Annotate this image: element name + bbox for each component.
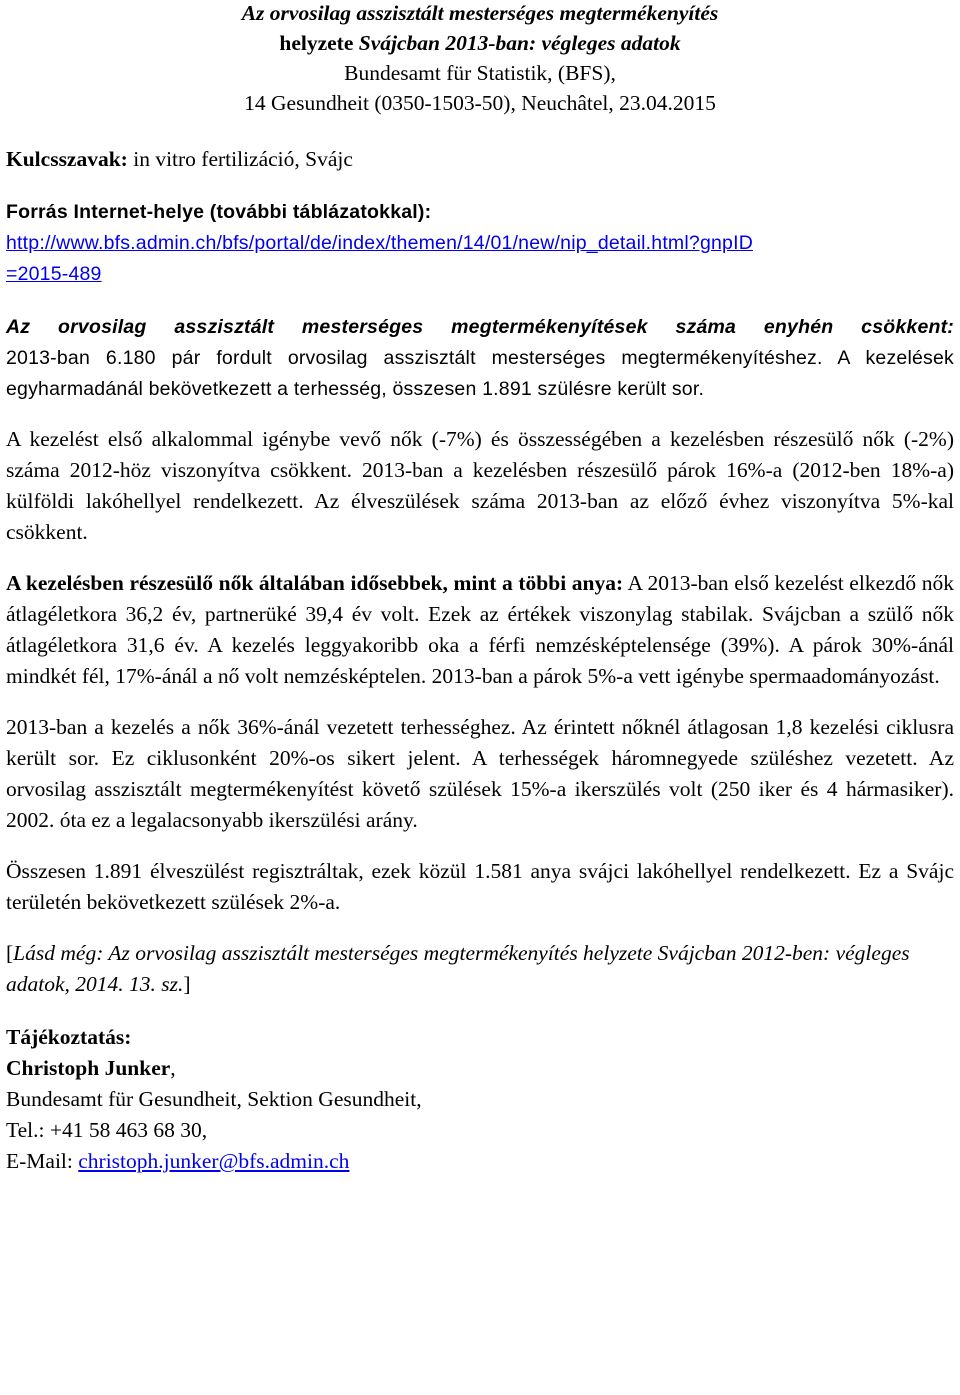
header-reference-line: 14 Gesundheit (0350-1503-50), Neuchâtel, 23.04.2015 — [244, 91, 716, 115]
header-source-line: Bundesamt für Statistik, (BFS), — [344, 61, 616, 85]
contact-email-line — [6, 1146, 954, 1177]
paragraph-age-text: A 2013-ban első kezelést elkezdő nők átlagéletkora 36,2 év, partnerüké 39,4 év volt. Ezek az értékek viszonylag stabilak. Svájcban a szülő nők átlagéletkora 31,6 év. A kezelés leggyakoribb oka a férfi nemzésképtelensége (39%). A párok 30%-ánál mindkét fél, 17%-ánál a nő volt nemzésképtelen. 2013-ban a párok 5%-a vett igénybe spermaadományozást. — [6, 571, 954, 688]
paragraph-decrease: A kezelést első alkalommal igénybe vevő nők (-7%) és összességében a kezelésben részesülő nők (-2%) száma 2012-höz viszonyítva csökkent. 2013-ban a kezelésben részesülő párok 16%-a (2012-ben 18%-a) külföldi lakóhellyel rendelkezett. Az élveszülések száma 2013-ban az előző évhez viszonyítva 5%-kal csökkent. — [6, 427, 954, 544]
contact-section — [6, 1022, 954, 1177]
header-title-line2-a: helyzete — [279, 31, 359, 55]
see-also-open: [ — [6, 941, 14, 965]
header-title-line2 — [6, 28, 954, 58]
contact-name-line — [6, 1053, 954, 1084]
contact-label: Tájékoztatás: — [6, 1025, 132, 1049]
paragraph-births: Összesen 1.891 élveszülést regisztráltak, ezek közül 1.581 anya svájci lakóhellyel rendelkezett. Ez a Svájc területén bekövetkezett szülések 2%-a. — [6, 859, 954, 914]
intro-text: 2013-ban 6.180 pár fordult orvosilag asszisztált mesterséges megtermékenyítéshez. A kezelések egyharmadánál bekövetkezett a terhesség, összesen 1.891 szülésre került sor. — [6, 347, 954, 400]
source-url-link-line1[interactable]: http://www.bfs.admin.ch/bfs/portal/de/index/themen/14/01/new/nip_detail.html?gnpID — [6, 232, 753, 254]
contact-email-label: E-Mail: — [6, 1149, 79, 1173]
see-also-close: ] — [183, 972, 191, 996]
keywords-value: in vitro fertilizáció, Svájc — [127, 147, 353, 171]
keywords-line — [6, 144, 954, 175]
contact-name: Christoph Junker — [6, 1056, 171, 1080]
header-title-line1: Az orvosilag asszisztált mesterséges megtermékenyítés — [241, 1, 719, 25]
document-page — [6, 0, 954, 1177]
see-also — [6, 938, 954, 1000]
contact-email-link[interactable]: christoph.junker@bfs.admin.ch — [78, 1149, 350, 1173]
contact-tel: Tel.: +41 58 463 68 30, — [6, 1118, 208, 1142]
contact-org: Bundesamt für Gesundheit, Sektion Gesundheit, — [6, 1087, 422, 1111]
contact-name-suffix: , — [170, 1056, 176, 1080]
intro-section — [6, 312, 954, 405]
source-url-block — [6, 228, 954, 290]
source-url-link-line2[interactable]: =2015-489 — [6, 263, 102, 285]
source-label: Forrás Internet-helye (további táblázatokkal): — [6, 201, 432, 223]
paragraph-age-bold: A kezelésben részesülő nők általában idősebbek, mint a többi anya: — [6, 571, 624, 595]
paragraph-pregnancy: 2013-ban a kezelés a nők 36%-ánál vezetett terhességhez. Az érintett nőknél átlagosan 1,8 kezelési ciklusra került sor. Ez ciklusonként 20%-os sikert jelent. A terhességek háromnegyede szüléshez vezetett. Az orvosilag asszisztált megtermékenyítést követő szülések 15%-a ikerszülés volt (250 iker és 4 hármasiker). 2002. óta ez a legalacsonyabb ikerszülési arány. — [6, 715, 954, 832]
document-header — [6, 0, 954, 118]
keywords-label: Kulcsszavak: — [6, 147, 128, 171]
intro-title: Az orvosilag asszisztált mesterséges megtermékenyítések száma enyhén csökkent: — [6, 316, 954, 338]
see-also-text: Lásd még: Az orvosilag asszisztált mesterséges megtermékenyítés helyzete Svájcban 2012-ben: végleges adatok, 2014. 13. sz. — [6, 941, 910, 996]
header-title-line2-b: Svájcban 2013-ban: végleges adatok — [358, 31, 681, 55]
paragraph-age — [6, 568, 954, 692]
